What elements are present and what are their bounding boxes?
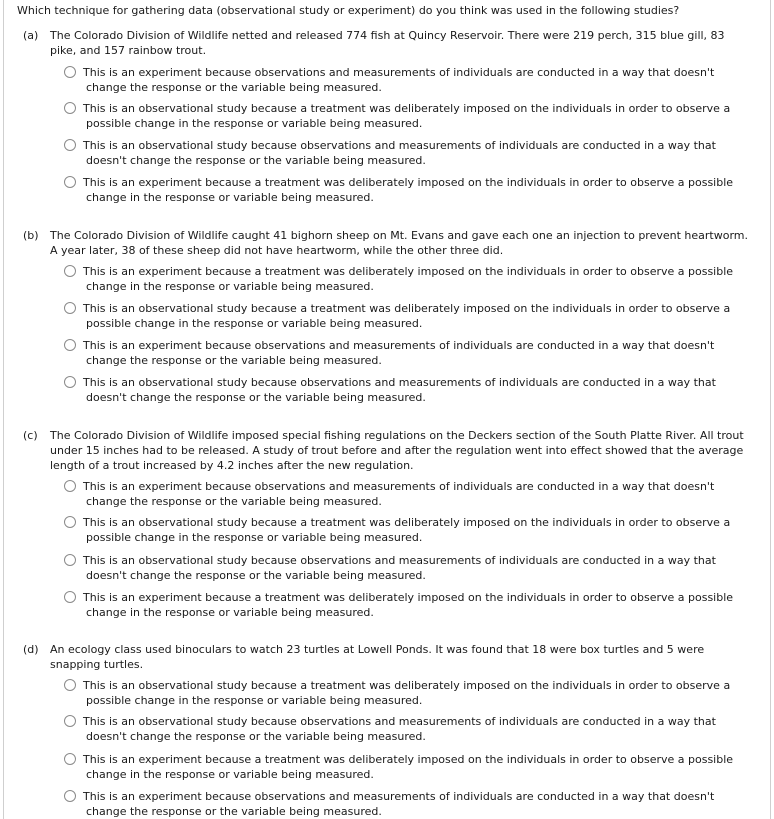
stem-line: A year later, 38 of these sheep did not have heartworm, while the other three did. [50,244,504,257]
radio-button[interactable] [64,302,76,314]
option-label: This is an experiment because a treatment was deliberately imposed on the individuals in order to observe a possible change in the response or variable being measured. [83,753,734,781]
option-label: This is an observational study because a treatment was deliberately imposed on the individuals in order to observe a possible change in the response or variable being measured. [83,102,731,130]
stem-line: snapping turtles. [50,658,144,671]
option-label: This is an observational study because a treatment was deliberately imposed on the individuals in order to observe a possible change in the response or variable being measured. [83,516,731,544]
option-label: This is an observational study because observations and measurements of individuals are conducted in a way that doesn't change the response or the variable being measured. [83,376,716,404]
question-stem [50,228,760,258]
question-letter: (a) [23,29,39,42]
radio-button[interactable] [64,753,76,765]
radio-button[interactable] [64,554,76,566]
stem-line: The Colorado Division of Wildlife netted and released 774 fish at Quincy Reservoir. There were 219 perch, 315 blue gill, 83 [50,29,725,42]
option-label: This is an experiment because a treatment was deliberately imposed on the individuals in order to observe a possible change in the response or variable being measured. [83,265,734,293]
option-label: This is an experiment because observations and measurements of individuals are conducted in a way that doesn't change the response or the variable being measured. [83,339,715,367]
question-letter: (c) [23,429,38,442]
radio-button[interactable] [64,715,76,727]
radio-button[interactable] [64,102,76,114]
option-label: This is an experiment because a treatment was deliberately imposed on the individuals in order to observe a possible change in the response or variable being measured. [83,591,734,619]
radio-button[interactable] [64,376,76,388]
option-label: This is an experiment because observations and measurements of individuals are conducted in a way that doesn't change the response or the variable being measured. [83,66,715,94]
intro-prompt: Which technique for gathering data (observational study or experiment) do you think was used in the following studies? [17,4,680,17]
radio-button[interactable] [64,265,76,277]
stem-line: An ecology class used binoculars to watch 23 turtles at Lowell Ponds. It was found that 18 were box turtles and 5 were [50,643,705,656]
question-stem [50,428,760,473]
option-label: This is an observational study because a treatment was deliberately imposed on the individuals in order to observe a possible change in the response or variable being measured. [83,302,731,330]
option-label: This is an observational study because observations and measurements of individuals are conducted in a way that doesn't change the response or the variable being measured. [83,715,716,743]
option-label: This is an experiment because observations and measurements of individuals are conducted in a way that doesn't change the response or the variable being measured. [83,790,715,818]
stem-line: The Colorado Division of Wildlife imposed special fishing regulations on the Deckers section of the South Platte River. All trout [50,429,744,442]
radio-button[interactable] [64,516,76,528]
question-stem [50,642,760,672]
radio-button[interactable] [64,790,76,802]
option-label: This is an observational study because observations and measurements of individuals are conducted in a way that doesn't change the response or the variable being measured. [83,554,716,582]
radio-button[interactable] [64,339,76,351]
radio-button[interactable] [64,176,76,188]
option-label: This is an experiment because observations and measurements of individuals are conducted in a way that doesn't change the response or the variable being measured. [83,480,715,508]
stem-line: under 15 inches had to be released. A study of trout before and after the regulation went into effect showed that the average [50,444,744,457]
radio-button[interactable] [64,480,76,492]
radio-button[interactable] [64,591,76,603]
stem-line: pike, and 157 rainbow trout. [50,44,207,57]
question-stem [50,28,760,58]
option-label: This is an observational study because observations and measurements of individuals are conducted in a way that doesn't change the response or the variable being measured. [83,139,716,167]
question-letter: (d) [23,643,39,656]
question-letter: (b) [23,229,39,242]
option-label: This is an experiment because a treatment was deliberately imposed on the individuals in order to observe a possible change in the response or variable being measured. [83,176,734,204]
radio-button[interactable] [64,139,76,151]
stem-line: length of a trout increased by 4.2 inches after the new regulation. [50,459,414,472]
radio-button[interactable] [64,679,76,691]
option-label: This is an observational study because a treatment was deliberately imposed on the individuals in order to observe a possible change in the response or variable being measured. [83,679,731,707]
stem-line: The Colorado Division of Wildlife caught 41 bighorn sheep on Mt. Evans and gave each one an injection to prevent heartworm. [50,229,748,242]
radio-button[interactable] [64,66,76,78]
